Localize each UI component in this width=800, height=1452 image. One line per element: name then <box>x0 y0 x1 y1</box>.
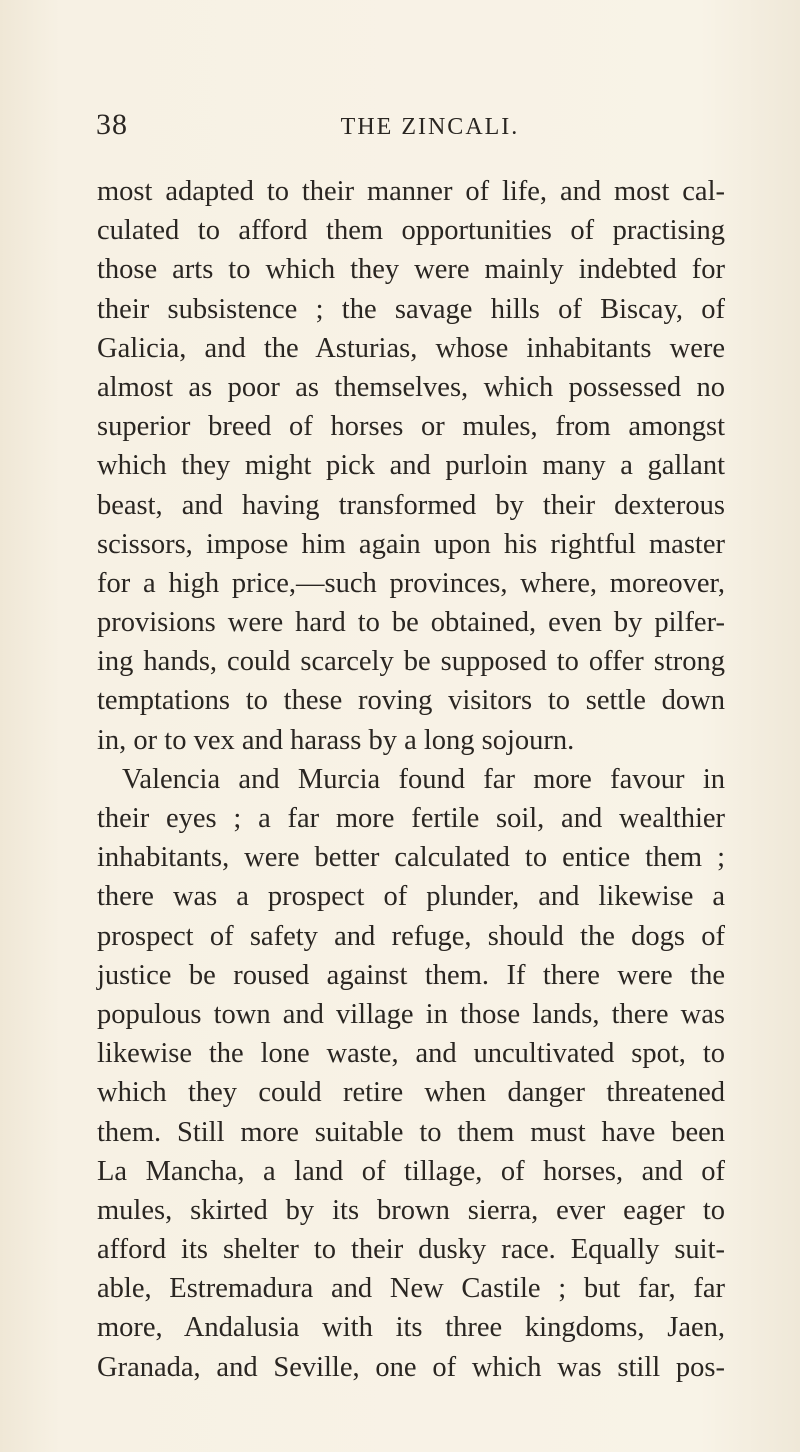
text-line: for a high price,—such provinces, where, moreover, <box>97 567 725 599</box>
text-line: beast, and having transformed by their dexterous <box>97 489 725 521</box>
text-line: temptations to these roving visitors to settle down <box>97 685 725 717</box>
text-line: their subsistence ; the savage hills of Biscay, of <box>97 293 725 325</box>
text-line: Valencia and Murcia found far more favour in <box>122 763 725 795</box>
text-line: which they might pick and purloin many a gallant <box>97 450 725 482</box>
text-line: them. Still more suitable to them must have been <box>97 1116 725 1148</box>
text-line: ing hands, could scarcely be supposed to offer strong <box>97 646 725 678</box>
text-line: inhabitants, were better calculated to entice them ; <box>97 842 725 874</box>
text-line: mules, skirted by its brown sierra, ever eager to <box>97 1194 725 1226</box>
text-line: superior breed of horses or mules, from amongst <box>97 411 725 443</box>
page-number: 38 <box>96 108 128 141</box>
text-line: La Mancha, a land of tillage, of horses, and of <box>97 1155 725 1187</box>
text-line: Granada, and Seville, one of which was still pos- <box>97 1351 725 1383</box>
text-line: likewise the lone waste, and uncultivated spot, to <box>97 1038 725 1070</box>
text-line: most adapted to their manner of life, and most cal- <box>97 176 725 207</box>
text-line: able, Estremadura and New Castile ; but far, far <box>97 1273 725 1305</box>
text-line: prospect of safety and refuge, should the dogs of <box>97 920 725 952</box>
text-line: more, Andalusia with its three kingdoms, Jaen, <box>97 1312 725 1344</box>
text-line: scissors, impose him again upon his rightful master <box>97 528 725 560</box>
text-line: in, or to vex and harass by a long sojourn. <box>97 724 575 756</box>
body-text <box>97 172 725 1387</box>
text-line: those arts to which they were mainly indebted for <box>97 254 725 286</box>
text-line: culated to afford them opportunities of practising <box>97 215 725 247</box>
page-header <box>0 108 800 148</box>
text-line: justice be roused against them. If there were the <box>97 959 725 991</box>
text-line: Galicia, and the Asturias, whose inhabitants were <box>97 332 725 364</box>
text-line: provisions were hard to be obtained, even by pilfer- <box>97 607 725 639</box>
text-line: populous town and village in those lands, there was <box>97 998 725 1030</box>
text-line: there was a prospect of plunder, and likewise a <box>97 881 725 913</box>
text-line: which they could retire when danger threatened <box>97 1077 725 1109</box>
text-line: their eyes ; a far more fertile soil, and wealthier <box>97 803 725 834</box>
text-line: afford its shelter to their dusky race. Equally suit- <box>97 1234 725 1266</box>
running-title: THE ZINCALI. <box>340 114 520 140</box>
text-line: almost as poor as themselves, which possessed no <box>97 371 725 403</box>
